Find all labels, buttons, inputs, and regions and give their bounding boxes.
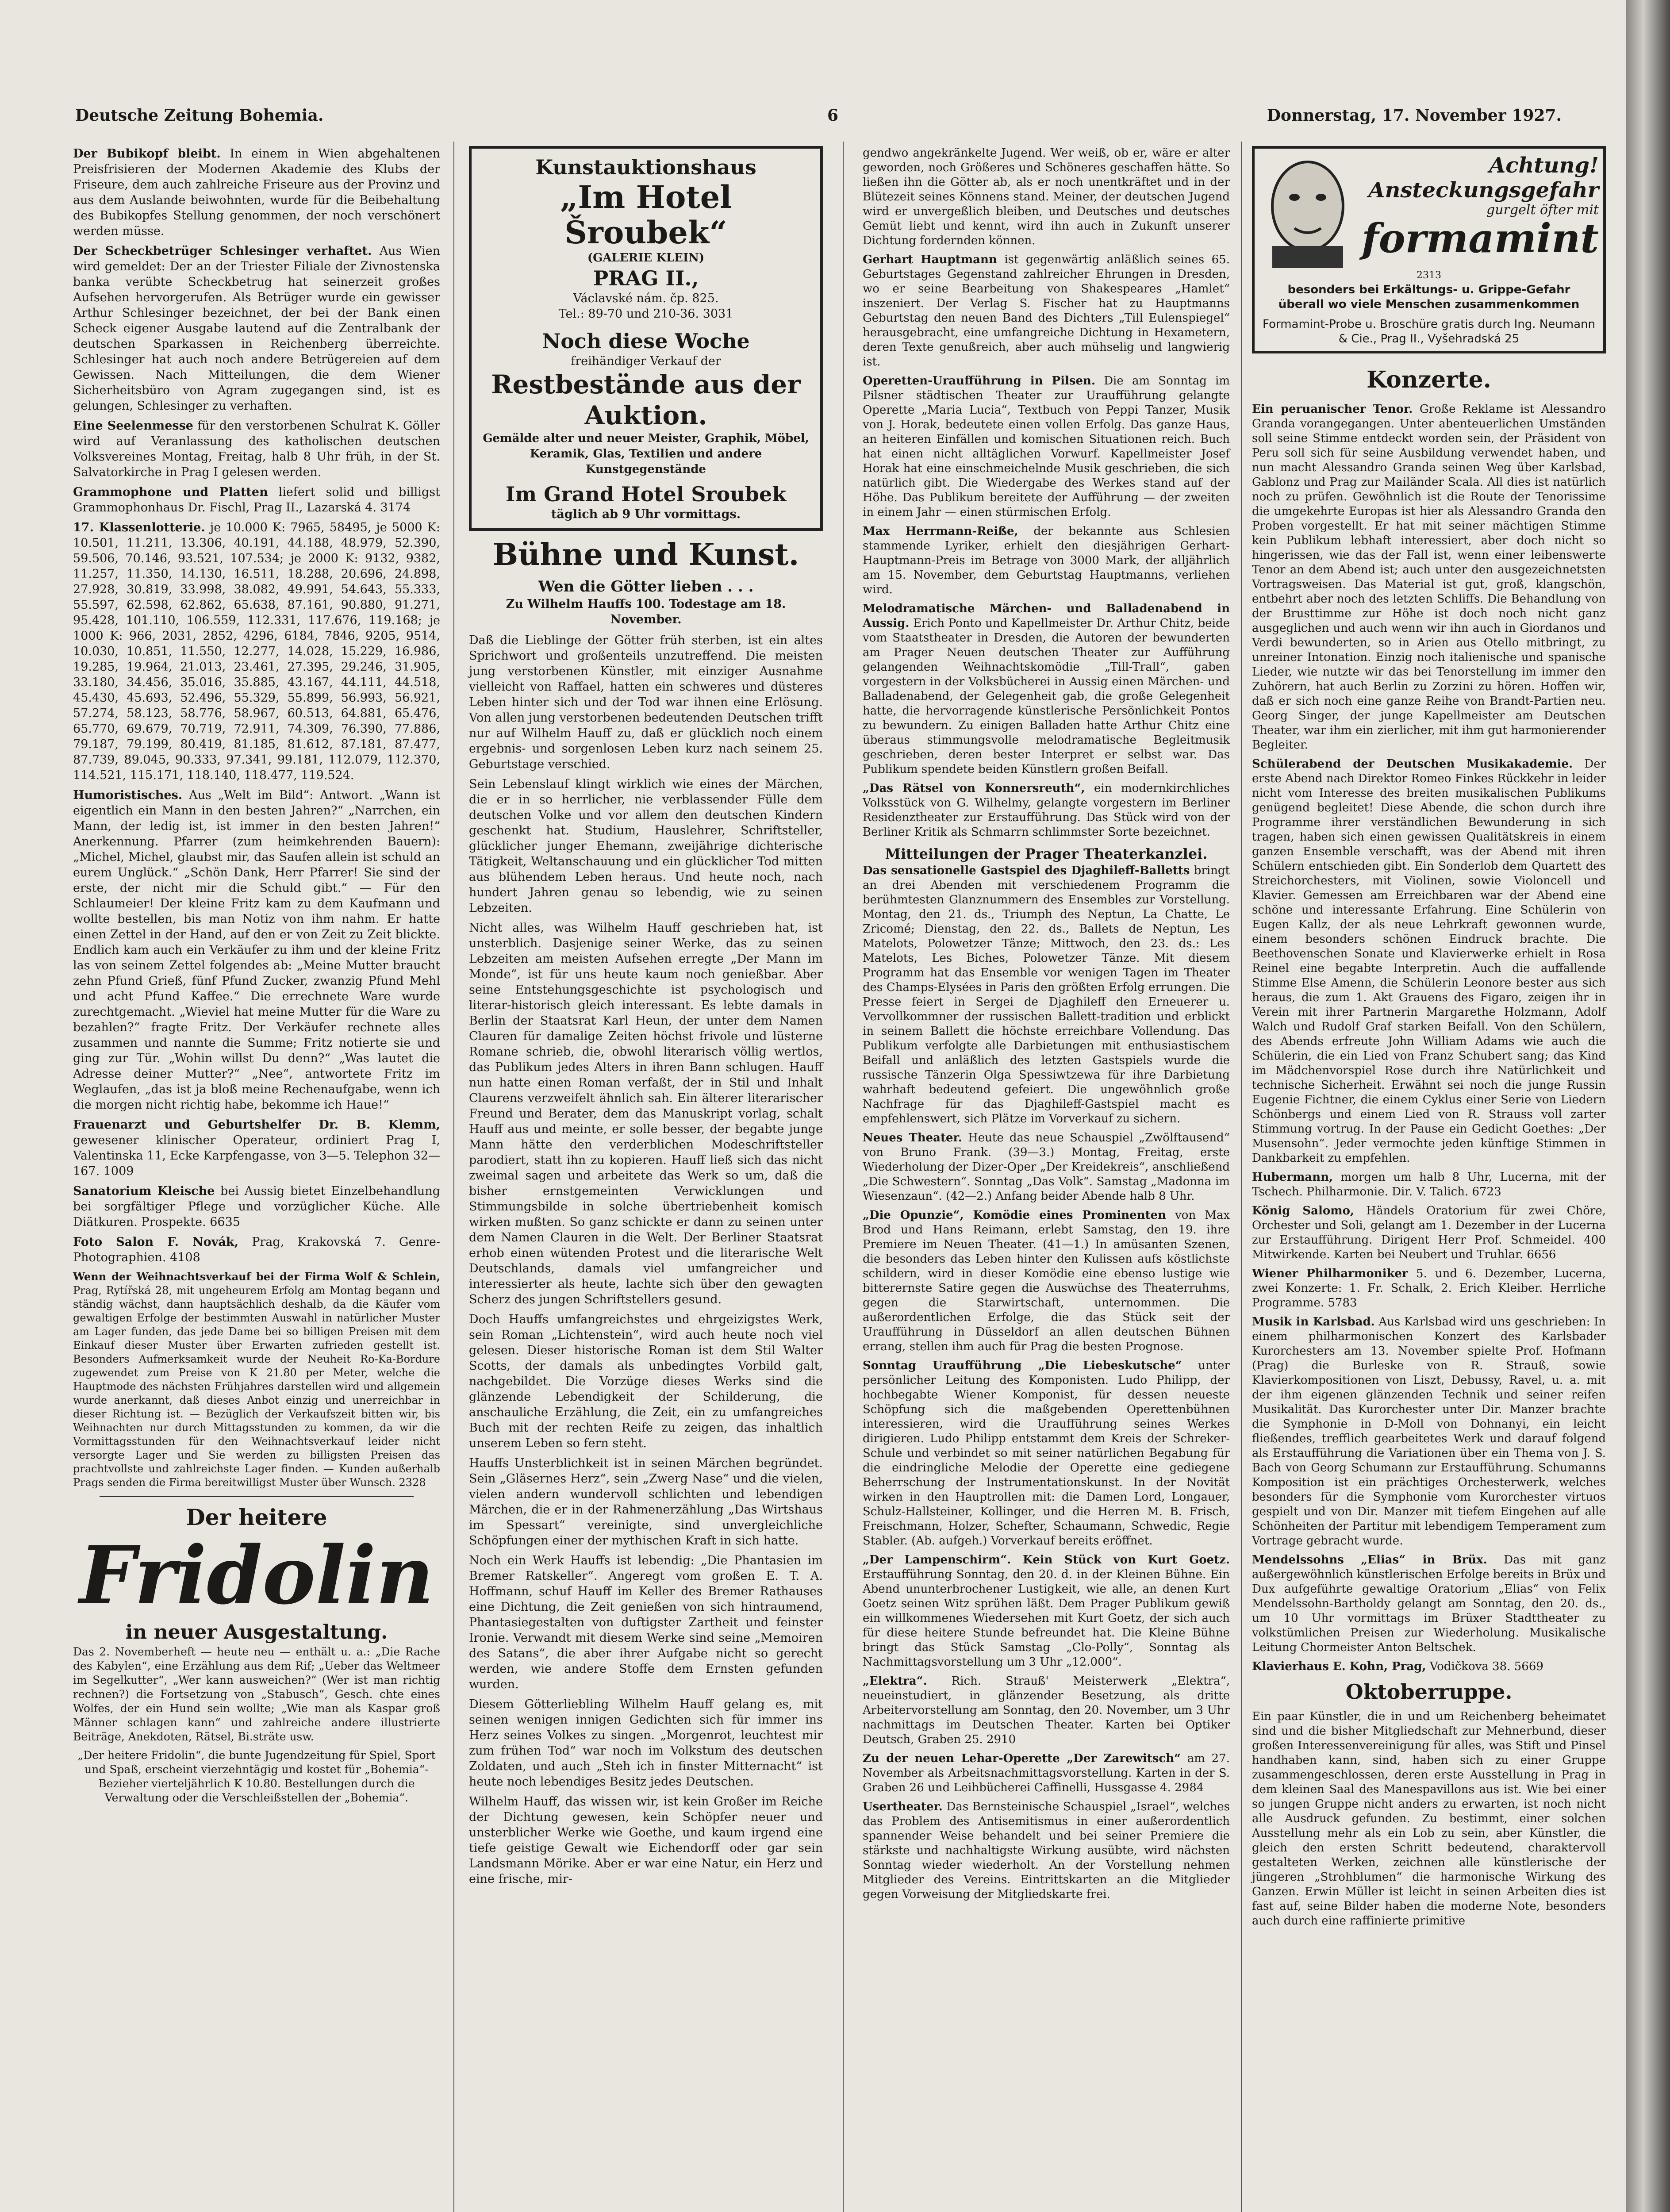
- article: „Der Lampenschirm“. Kein Stück von Kurt Goetz. Erstaufführung Sonntag, den 20. d. in der Kleinen Bühne. Ein Abend ununterbrochener Lustigkeit, wie alle, an denen Kurt Goetz seinen Witz sprühen läßt. Dem Prager Publikum gewiß ein willkommenes Wiedersehen mit Kurt Goetz, der sich auch für diese heitere Stunde befreundet hat. Die Kleine Bühne bringt das Stück Samstag „Clo-Polly“, Sonntag als Nachmittagsvorstellung um 3 Uhr „12.000“.: [863, 1553, 1230, 1669]
- divider: [100, 1496, 414, 1497]
- article: Max Herrmann-Reiße, der bekannte aus Schlesien stammende Lyriker, erhielt den diesjährigen Gerhart-Hauptmann-Preis im Betrage von 3000 Mark, der alljährlich am 15. November, dem Geburtstag Hauptmanns, verliehen wird.: [863, 525, 1230, 596]
- column-1: [73, 146, 440, 1809]
- article-paragraph: Noch ein Werk Hauffs ist lebendig: „Die Phantasien im Bremer Ratskeller“. Angeregt vom großen E. T. A. Hoffmann, schuf Hauff im Keller des Bremer Rathauses eine Dichtung, die Zeit genießen von sich hintraumend, Phantasiegestalten von duftigster Zartheit und feinster Ironie. Verwandt mit diesem Werke sind seine „Memoiren des Satans“, die aber ihrer Aufgabe nicht so gerecht werden, wie andere Stoffe dem Ernsten gefunden wurden.: [469, 1554, 823, 1691]
- article: Gerhart Hauptmann ist gegenwärtig anläßlich seines 65. Geburtstages Gegenstand zahlreicher Ehrungen in Dresden, wo er seine Bearbeitung von Shakespeares „Hamlet“ inszeniert. Der Verlag S. Fischer hat zu Hauptmanns Geburtstag den neuen Band des Dichters „Till Eulenspiegel“ herausgebracht, eine umfangreiche Dichtung in Hexametern, deren Texte genußreich, aber auch mühselig und langwierig ist.: [863, 253, 1230, 369]
- article: Zu der neuen Lehar-Operette „Der Zarewitsch“ am 27. November als Arbeitsnachmittagsvorstellung. Karten in der S. Graben 26 und Leihbücherei Caffinelli, Hussgasse 4. 2984: [863, 1752, 1230, 1794]
- column-3: [863, 146, 1230, 1906]
- page-header: [75, 106, 1562, 133]
- article: Eine Seelenmesse für den verstorbenen Schulrat K. Göller wird auf Veranlassung des katholischen deutschen Volksvereines Montag, Freitag, halb 8 Uhr früh, in der St. Salvatorkirche in Prag I gelesen werden.: [73, 419, 440, 479]
- article: Sonntag Uraufführung „Die Liebeskutsche“ unter persönlicher Leitung des Komponisten. Ludo Philipp, der hochbegabte Wiener Komponist, für dessen neueste Schöpfung sich die maßgebenden Operettenbühnen interessieren, wird die Uraufführung seines Werkes dirigieren. Ludo Philipp entstammt dem Kreis der Schreker-Schule und verbindet so mit seiner natürlichen Begabung für die eindringliche Melodie der Operette eine gediegene Beherrschung der Instrumentationskunst. In der Novität wirken in den Hauptrollen mit: die Damen Lord, Longauer, Schulz-Hallsteiner, Kollinger, und die Herren M. B. Frisch, Freischmann, Holzer, Schefter, Schaumann, Schwedic, Regie Stabler. (Ab. aufgeh.) Vorverkauf bereits eröffnet.: [863, 1359, 1230, 1548]
- article: Klavierhaus E. Kohn, Prag, Vodičkova 38. 5669: [1252, 1660, 1543, 1673]
- header-date: Donnerstag, 17. November 1927.: [1267, 106, 1562, 125]
- article-paragraph: Hauffs Unsterblichkeit ist in seinen Märchen begründet. Sein „Gläsernes Herz“, sein „Zwerg Nase“ und die vielen, vielen andern wundervoll schlichten und lebendigen Märchen, die er in der Rahmenerzählung „Das Wirtshaus im Spessart“ vereinigte, sind unvergleichliche Schöpfungen einer der mythischen Kraft in sich hatte.: [469, 1456, 823, 1548]
- article: König Salomo, Händels Oratorium für zwei Chöre, Orchester und Soli, gelangt am 1. Dezember in der Lucerna zur Erstaufführung. Dirigent Herr Prof. Schmeidel. 400 Mitwirkende. Karten bei Neubert und Truhlar. 6656: [1252, 1204, 1606, 1261]
- article: Der Scheckbetrüger Schlesinger verhaftet. Aus Wien wird gemeldet: Der an der Triester Filiale der Zivnostenska banka verübte Scheckbetrug hat seinerzeit großes Aufsehen hervorgerufen. Als Betrüger wurde ein gewisser Arthur Schlesinger bezeichnet, der bei der Bank einen Scheck eigener Ausgabe lautend auf die Zentralbank der deutschen Sparkassen in Reichenberg überreichte. Schlesinger hat auch noch andere Betrügereien auf dem Gewissen. Nach Mitteilungen, die dem Wiener Sicherheitsbüro von Agram zugegangen sind, ist es gelungen, Schlesinger zu verhaften.: [73, 244, 440, 413]
- formamint-logo: formamint: [1361, 215, 1599, 262]
- article-paragraph: gendwo angekränkelte Jugend. Wer weiß, ob er, wäre er alter geworden, noch Größeres und Schöneres geschaffen hätte. So ließen ihn die Götter ab, als er noch unentkräftet und in der Blütezeit seines Könnens stand. Meiner, der deutschen Jugend wird er unvergeßlich bleiben, und Deutsches und deutsches Gemüt liebt und kennt, wird ihn auch in Zukunft unserer Dichtung fordernden können.: [863, 146, 1230, 247]
- ad-line: Gemälde alter und neuer Meister, Graphik, Möbel, Keramik, Glas, Textilien und andere Kunstgegenstände: [483, 432, 809, 476]
- ad-line: Tel.: 89-70 und 210-36. 3031: [558, 307, 733, 321]
- column-4: [1252, 146, 1606, 1933]
- ad-line: besonders bei Erkältungs- u. Grippe-Gefahr: [1287, 283, 1570, 296]
- article-subtitle: Zu Wilhelm Hauffs 100. Todestage am 18. November.: [506, 597, 786, 626]
- article: Grammophone und Platten liefert solid und billigst Grammophonhaus Dr. Fischl, Prag II., Lazarská 4. 3174: [73, 485, 440, 515]
- classified-ad: Wenn der Weihnachtsverkauf bei der Firma Wolf & Schlein, Prag, Rytířská 28, mit ungeheurem Erfolg am Montag begann und ständig wächst, dann hauptsächlich deshalb, da die Käufer vom gewaltigen Erfolge der bestimmten Auswahl in natürlicher Muster am Lager funden, das jede Dame bei so billigen Preisen mit dem Einkauf dieser Muster über Erwarten zufrieden gestellt ist. Besonders Aufmerksamkeit wurde der Neuheit Ro-Ka-Bordure zugewendet zum Preise von K 21.80 per Meter, welche die Hauptmode des nächsten Frühjahres darstellen wird und allgemein wurde anerkannt, daß dieses Anbot einzig und unerreichbar in dieser Richtung ist. — Bezüglich der Verkaufszeit bitten wir, bis Weihnachten nur durch Mittagsstunden zu kommen, da wir die Vormittagsstunden für den Weihnachtsverkauf leider nicht versorgte Lager und Sie werden zu billigsten Preisen das prachtvollste und zahlreichste Lager finden. — Kunden außerhalb Prags senden die Firma bereitwilligst Muster über Wunsch. 2328: [73, 1270, 440, 1489]
- ad-line: Formamint-Probe u. Broschüre gratis durch Ing. Neumann & Cie., Prag II., Vyšehradská 25: [1263, 318, 1595, 346]
- article: Musik in Karlsbad. Aus Karlsbad wird uns geschrieben: In einem philharmonischen Konzert des Karlsbader Kurorchesters am 13. November spielte Prof. Hofmann (Prag) die Burleske von R. Strauß, sowie Klavierkompositionen von Liszt, Debussy, Ravel, u. a. mit der ihm eigenen glänzenden Technik und seiner reifen Musikalität. Das Kurorchester unter Dir. Manzer brachte die Symphonie in D-Moll von Dohnanyi, ein leicht fließendes, trefflich gearbeitetes Werk und darauf folgend als Erstaufführung die Variationen über ein Thema von J. S. Bach von Georg Schumann zur Erstaufführung. Schumanns Komposition ist ein prächtiges Orchesterwerk, welches besonders für die Symphonie vom Kurorchester virtuos gespielt und von Dir. Manzer mit tiefem Eingehen auf alle Schönheiten der Partitur mit lebendigem Temperament zum Vortrage gebracht wurde.: [1252, 1315, 1606, 1548]
- ad-line: (GALERIE KLEIN): [587, 251, 705, 265]
- article: „Elektra“. Rich. Strauß' Meisterwerk „Elektra“, neueinstudiert, in glänzender Besetzung, als dritte Arbeitervorstellung am Sonntag, den 20. November, um 3 Uhr nachmittags im Deutschen Theater. Karten bei Optiker Deutsch, Graben 25. 2910: [863, 1674, 1230, 1746]
- article: Mendelssohns „Elias“ in Brüx. Das mit ganz außergewöhnlich künstlerischen Erfolge bereits in Brüx und Dux aufgeführte gewaltige Oratorium „Elias“ von Felix Mendelssohn-Bartholdy gelangt am Sonntag, den 20. ds., um 10 Uhr vormittags im Brüxer Stadttheater zu volkstümlichen Preisen zur Wiederholung. Musikalische Leitung Chormeister Anton Beltschek.: [1252, 1553, 1606, 1654]
- ad-code: 2313: [1417, 270, 1441, 281]
- section-heading: Mitteilungen der Prager Theaterkanzlei.: [885, 845, 1208, 862]
- ad-line: Restbestände aus der Auktion.: [491, 369, 801, 430]
- section-heading: Konzerte.: [1367, 366, 1491, 393]
- ad-line: überall wo viele Menschen zusammenkommen: [1278, 298, 1580, 311]
- article: Der Bubikopf bleibt. In einem in Wien abgehaltenen Preisfrisieren der Modernen Akademie des Klubs der Friseure, dem auch zahlreiche Friseure aus der Provinz und aus dem Auslande beiwohnten, wurde für die Beibehaltung des Bubikopfes Stellung genommen, der noch verschönert werden müsse.: [73, 147, 440, 238]
- header-page-number: 6: [827, 106, 839, 125]
- ad-text: „Der heitere Fridolin“, die bunte Jugendzeitung für Spiel, Sport und Spaß, erscheint vierzehntägig und kostet für „Bohemia“-Bezieher vierteljährlich K 10.80. Bestellungen durch die Verwaltung oder die Verschleißstellen der „Bohemia“.: [77, 1749, 436, 1804]
- face-illustration-icon: [1259, 153, 1356, 268]
- section-heading: Oktoberruppe.: [1345, 1680, 1513, 1704]
- ad-line: „Im Hotel Šroubek“: [560, 179, 732, 251]
- fridolin-logo: Fridolin: [79, 1529, 434, 1622]
- article: Humoristisches. Aus „Welt im Bild“: Antwort. „Wann ist eigentlich ein Mann in den besten Jahren?“ „Narrchen, ein Mann, der ledig ist, ist immer in den besten Jahren!“ Anerkennung. Pfarrer (zum heimkehrenden Bauern): „Michel, Michel, glaubst mir, das Saufen allein ist schuld an eurem Unglück.“ „Schön Dank, Herr Pfarrer! Sie sind der erste, der nicht mir die Schuld gibt.“ — Für den Schlaumeier! Der kleine Fritz kam zu dem Kaufmann und wollte bestellen, bis man Notiz von ihm nahm. Er hatte einen Zettel in der Hand, auf den er von Zeit zu Zeit blickte. Endlich kam auch ein Verkäufer zu ihm und der kleine Fritz las von seinem Zettel folgendes ab: „Meine Mutter braucht zehn Pfund Grieß, fünf Pfund Zucker, zwanzig Pfund Mehl und acht Pfund Kaffee.“ Die errechnete Ware wurde zurechtgemacht. „Wieviel hat meine Mutter für die Ware zu bezahlen?“ fragte Fritz. Der Verkäufer rechnete alles zusammen und nannte die Summe; Fritz notierte sie und ging zur Tür. „Wohin willst Du denn?“ „Was lautet die Adresse deiner Mutter?“ „Nee“, antwortete Fritz im Weglaufen, „das ist ja bloß meine Rechenaufgabe, wenn ich die morgen nicht richtig habe, bekomme ich Haue!“: [73, 788, 440, 1112]
- classified-ad: Frauenarzt und Geburtshelfer Dr. B. Klemm, gewesener klinischer Operateur, ordiniert Prag I, Valentinska 11, Ecke Karpfengasse, von 3—5. Telephon 32—167. 1009: [73, 1118, 440, 1178]
- article-title: Wen die Götter lieben . . .: [538, 578, 754, 595]
- ad-title: Der heitere: [186, 1504, 327, 1530]
- article: Schülerabend der Deutschen Musikakademie. Der erste Abend nach Direktor Romeo Finkes Rückkehr in leider nicht vom Interesse des breiten musikalischen Publikums genügend begleitet! Diese Abende, die schon durch ihre Programme ihrer verständlichen Bewunderung in sich tragen, haben sich einen gewissen Qualitätskreis in einem ganzen Ensemble verschafft, was der Abend mit ihren Schülern entschieden gibt. Ein Sonderlob dem Quartett des Streichorchesters, mit Violinen, sowie Violoncell und Klavier. Gemessen am Erreichbaren war der Abend eine schöne und interessante Erfahrung. Eine Schülerin von Eugen Kallz, der als neue Lehrkraft gewonnen wurde, einem besonders schönen Eindruck brachte. Die Beethovenschen Sonate und Klavierwerke erhielt in Rosa Reinel eine begabte Interpretin. Auch die auffallende Stimme Else Amenn, die Schülerin Leonore bester aus sich heraus, die zum 1. Akt Grauens des Figaro, zeigen ihr in Verein mit ihrer Partnerin Margarethe Holzmann, Adolf Walch und Rudolf Graf starken Beifall. Von den Schülern, des Abends erfreute John William Adams wie auch die Schülerin, die ein Lied von Franz Schubert sang; das Kind im Mädchenvorspiel Rose durch ihre Natürlichkeit und technische Sicherheit. Erwähnt sei noch die junge Russin Eugenie Fichtner, die einem Cyklus einer Serie von Liedern Schönbergs und einem Lied von R. Strauss voll zarter Stimmung vortrug. In der Pause ein Gedicht Goethes: „Der Musensohn“. Jeder vermochte jeden künftige Stimmen in Dankbarkeit zu empfehlen.: [1252, 757, 1606, 1165]
- article: „Die Opunzie“, Komödie eines Prominenten von Max Brod und Hans Reimann, erlebt Samstag, den 19. ihre Premiere im Neuen Theater. (41—1.) In amüsanten Szenen, die besonders das Leben hinter den Kulissen aufs köstlichste schildern, wird in dieser Komödie eine ebenso lustige wie bitterernste Satire gegen die Auswüchse des Theaterruhms, gegen die Starwirtschaft, unternommen. Die außerordentlichen Erfolge, die das Stück seit der Uraufführung in Düsseldorf an allen deutschen Bühnen errang, stellen ihm auch für Prag die besten Prognose.: [863, 1209, 1230, 1353]
- ad-line: Kunstauktionshaus: [535, 155, 756, 179]
- article: Melodramatische Märchen- und Balladenabend in Aussig. Erich Ponto und Kapellmeister Dr. Arthur Chitz, beide vom Staatstheater in Dresden, die Autoren der bewunderten am Prager Neuen deutschen Theater zur Aufführung gelangenden Weihnachtskomödie „Till-Trall“, gaben vorgestern in der Volksbücherei in Aussig einen Märchen- und Balladenabend, der Gelegenheit gab, die große Gelegenheit hatte, die hervorragende künstlerische Persönlichkeit Pontos zu bewundern. Zu einigen Balladen hatte Arthur Chitz eine überaus stimmungsvolle melodramatische Begleitmusik geschrieben, deren bester Interpret er selbst war. Das Publikum spendete beiden Künstlern großen Beifall.: [863, 602, 1230, 776]
- header-paper-name: Deutsche Zeitung Bohemia.: [75, 106, 324, 125]
- section-heading: Bühne und Kunst.: [492, 537, 799, 572]
- ad-line: Noch diese Woche: [542, 329, 750, 353]
- article: Neues Theater. Heute das neue Schauspiel „Zwölftausend“ von Bruno Frank. (39—3.) Montag, Freitag, erste Wiederholung der Dizer-Oper „Der Kreidekreis“, anschließend „Die Schwestern“. Sonntag „Das Volk“. Samstag „Madonna im Wiesenzaun“. (42—2.) Anfang beider Abende halb 8 Uhr.: [863, 1131, 1230, 1203]
- ad-line: PRAG II.,: [593, 266, 699, 290]
- column-2: [469, 146, 823, 1891]
- article: Das sensationelle Gastspiel des Djaghileff-Balletts bringt an drei Abenden mit verschiedenem Programm die berühmtesten Glanznummern des Ensembles zur Vorstellung. Montag, den 21. ds., Triumph des Neptun, La Chatte, Le Zricomé; Dienstag, den 22. ds., Ballets de Neptun, Les Matelots, Polowetzer Tänze; Mittwoch, den 23. ds.: Les Matelots, Les Biches, Polowetzer Tänze. Mit diesem Programm hat das Ensemble vor wenigen Tagen im Theater des Champs-Elysées in Paris den größten Erfolg errungen. Die Presse feiert in Sergei de Djaghileff den Erneuerer u. Vervollkommner der russischen Ballett-tradition und erblickt in seinem Ballett die höchste erreichbare Vollendung. Das Publikum verfolgte alle Darbietungen mit enthusiastischem Beifall und anläßlich des letzten Gastspiels wurde die russische Tänzerin Olga Spessiwtzewa für ihre Darbietung wahrhaft bedeutend gefeiert. Die ungewöhnlich große Nachfrage für das Djaghileff-Gastspiel macht es empfehlenswert, sich Plätze im Vorverkauf zu sichern.: [863, 864, 1230, 1125]
- classified-ad: Sanatorium Kleische bei Aussig bietet Einzelbehandlung bei sorgfältiger Pflege und vorzüglicher Küche. Alle Diätkuren. Prospekte. 6635: [73, 1184, 440, 1229]
- column-rule: [1241, 142, 1242, 2212]
- article-paragraph: Ein paar Künstler, die in und um Reichenberg beheimatet sind und die bisher Mitgliedschaft zur Mehnerbund, dieser großen Interessenvereinigung für alles, was Stift und Pinsel handhaben kann, sind, haben sich zu einer Gruppe zusammengeschlossen, deren erste Ausstellung in Prag in dem kleinen Saal des Manespavillons aus ist. Wie bei einer so jungen Gruppe nicht anders zu erwarten, ist noch nicht alle Ausdruck gefunden. Zu bestimmt, einer solchen Ausstellung mehr als ein Lob zu sein, aber Künstler, die gleich den ersten Schritt bedeutend, charaktervoll gestalteten Werken, zeichnen alle künstlerische der jüngeren „Strohblumen“ die harmonische Wirkung des Ganzen. Erwin Müller ist leicht in seinen Arbeiten dies ist fast auf, seine Bilder haben die moderne Note, besonders auch durch eine raffinierte primitive: [1252, 1710, 1606, 1928]
- fridolin-ad: [73, 1503, 440, 1805]
- formamint-ad: [1252, 146, 1606, 353]
- article-paragraph: Doch Hauffs umfangreichstes und ehrgeizigstes Werk, sein Roman „Lichtenstein“, wird auch heute noch viel gelesen. Dieser historische Roman ist dem Stil Walter Scotts, der damals als unbedingtes Vorbild galt, nachgebildet. Die Vorzüge dieses Werks sind die glänzende Lebendigkeit der Schilderung, die anschauliche Erzählung, die Zeit, ein zu umfangreiches Buch mit der rechten Reife zu zeigen, das inhaltlich unserem Leben so fern steht.: [469, 1313, 823, 1450]
- ad-line: Im Grand Hotel Sroubek: [505, 482, 787, 506]
- ad-line: Václavské nám. čp. 825.: [573, 292, 719, 305]
- article-paragraph: Daß die Lieblinge der Götter früh sterben, ist ein altes Sprichwort und großenteils unzutreffend. Die meisten jung verstorbenen Künstler, mit einziger Ausnahme vielleicht von Raffael, hatten ein schweres und düsteres Leben hinter sich und der Tod war ihnen eine Erlösung. Von allen jung verstorbenen bedeutenden Deutschen trifft nur auf Wilhelm Hauff zu, daß er glücklich noch einem ergebnis- und sorgenlosen Leben kurz nach seinem 25. Geburtstage verschied.: [469, 634, 823, 771]
- column-rule: [843, 142, 844, 2212]
- article-paragraph: Sein Lebenslauf klingt wirklich wie eines der Märchen, die er in so herrlicher, nie verblassender Fülle dem deutschen Volke und vor allem den deutschen Kindern geschenkt hat. Studium, Hauslehrer, Schriftsteller, glücklicher junger Ehemann, zweijährige dichterische Tätigkeit, Weltanschauung und ein glücklicher Tod mitten aus blühendem Leben heraus. Und heute noch, nach hundert Jahren genau so lebendig, wie zu seinen Lebzeiten.: [469, 777, 823, 915]
- binding-edge: [1626, 0, 1670, 2212]
- article: Wiener Philharmoniker 5. und 6. Dezember, Lucerna, zwei Konzerte: 1. Fr. Schalk, 2. Erich Kleiber. Herrliche Programme. 5783: [1252, 1267, 1606, 1310]
- ad-line: täglich ab 9 Uhr vormittags.: [551, 507, 741, 521]
- ad-headline: Achtung! Ansteckungsgefahr: [1368, 153, 1599, 203]
- column-rule: [453, 142, 454, 2212]
- article: „Das Rätsel von Konnersreuth“, ein modernkirchliches Volksstück von G. Wilhelmy, gelangte vorgestern im Berliner Residenztheater zur Erstaufführung. Das Stück wird von der Berliner Kritik als Schmarrn schlimmster Sorte bezeichnet.: [863, 782, 1230, 839]
- article: Ein peruanischer Tenor. Große Reklame ist Alessandro Granda vorangegangen. Unter abenteuerlichen Umständen soll seine Stimme entdeckt worden sein, der Präsident von Peru soll sich für seine Ausbildung verwendet haben, und nun macht Alessandro Granda seinen Weg über Karlsbad, Gablonz und Prag zur Mailänder Scala. All dies ist natürlich noch zu prüfen. Gewöhnlich ist die Route der Tenorissime die umgekehrte Europas ist hier als Alessandro Granda den Proben vorgestellt. Er hat mit seiner mächtigen Stimme kein Publikum lebhaft interessiert, aber doch nicht so hingerissen, wie das der Fall ist, wenn einer leibenswerte Tenor an dem Abend ist; auch unter den ausgezeichnetsten Vortragsweisen. Das Material ist gut, groß, klangschön, entbehrt aber noch des letzten Schliffs. Die Behandlung von der Brusttimme zur Höhe ist doch noch nicht ganz ausgeglichen und auch wenn wir ihn auch in Giordanos und Verdi bewunderten, so in Arien aus Otello mitbringt, zu unreiner Intonation. Einzig noch italienische und spanische Lieder, wie nutzte wir das bei Tenorstellung im immer den Zuhörern, hat auch Berlin zu Zorzini zu hören. Hoffen wir, daß er sich noch eine ganze Reihe von Brandt-Partien neu. Georg Singer, der junge Kapellmeister am Deutschen Theater, war ihm ein zierlicher, mit ihm gut harmonierender Begleiter.: [1252, 403, 1606, 752]
- ad-subline: gurgelt öfter mit: [1486, 202, 1599, 218]
- classified-ad: Foto Salon F. Novák, Prag, Krakovská 7. Genre-Photographien. 4108: [73, 1235, 440, 1264]
- article: Usertheater. Das Bernsteinische Schauspiel „Israel“, welches das Problem des Antisemitismus in einer außerordentlich spannender Weise behandelt und bei seiner Premiere die stärkste und nachhaltigste Wirkung ausübte, wird nächsten Sonntag wieder wiederholt. An der Vorstellung nehmen Mitglieder des Vereins. Eintrittskarten an die Mitglieder gegen Vorweisung der Mitgliedskarte frei.: [863, 1800, 1230, 1901]
- lottery-list: 17. Klassenlotterie. je 10.000 K: 7965, 58495, je 5000 K: 10.501, 11.211, 13.306, 40.191, 44.188, 48.979, 52.390, 59.506, 70.146, 93.521, 107.534; je 2000 K: 9132, 9382, 11.257, 11.350, 14.130, 16.511, 18.288, 20.696, 24.898, 27.928, 30.819, 33.998, 38.082, 49.991, 54.643, 55.333, 55.597, 62.598, 62.862, 65.638, 87.161, 90.880, 91.271, 95.428, 101.110, 106.559, 112.331, 117.676, 119.168; je 1000 K: 966, 2031, 2852, 4296, 6184, 7846, 9205, 9514, 10.030, 10.851, 11.550, 12.277, 14.028, 15.229, 16.986, 19.285, 19.964, 21.013, 23.461, 27.395, 29.246, 31.905, 33.180, 34.456, 35.016, 35.885, 43.167, 44.111, 44.518, 45.430, 45.693, 52.496, 55.329, 55.899, 56.993, 56.921, 57.274, 58.123, 58.776, 58.967, 60.513, 64.881, 65.476, 65.770, 69.679, 70.719, 72.911, 74.309, 76.390, 77.886, 79.187, 79.199, 80.419, 81.185, 81.612, 87.181, 87.477, 87.739, 89.045, 90.333, 97.341, 99.181, 112.079, 112.370, 114.521, 115.171, 118.140, 118.477, 119.524.: [73, 521, 440, 782]
- article: Operetten-Uraufführung in Pilsen. Die am Sonntag im Pilsner städtischen Theater zur Uraufführung gelangte Operette „Maria Lucia“, Textbuch von Peppi Tanzer, Musik von J. Horak, bedeutete einen vollen Erfolg. Das ganze Haus, an heiteren Einfällen und komischen Situationen reich. Buch hat einen nicht alltäglichen Vorwurf. Kapellmeister Josef Horak hat eine einschmeichelnde Musik geschrieben, die sich natürlich gibt. Die Wiedergabe des Werkes stand auf der Höhe. Das Publikum bereitete der Aufführung — der zweiten in einem Jahr — einen stürmischen Erfolg.: [863, 374, 1230, 519]
- article-paragraph: Nicht alles, was Wilhelm Hauff geschrieben hat, ist unsterblich. Dasjenige seiner Werke, das zu seinen Lebzeiten am meisten Aufsehen erregte „Der Mann im Monde“, ist für uns heute kaum noch genießbar. Aber seine Entstehungsgeschichte ist psychologisch und literar-historisch gleich interessant. Es lebte damals in Berlin der Staatsrat Karl Heun, der unter dem Namen Clauren für damalige Zeiten höchst frivole und lüsterne Romane schrieb, die, obwohl literarisch völlig wertlos, das Publikum jedes Alters in ihren Bann schlugen. Hauff nun hatte einen Roman verfaßt, der in Stil und Inhalt Claurens verzweifelt ähnlich sah. Ein älterer literarischer Freund und Berater, dem das Manuskript vorlag, schalt Hauff aus und meinte, er solle besser, der begabte junge Mann hätte den verderblichen Modeschriftsteller parodiert, statt ihn zu kopieren. Hauff ließ sich das nicht zweimal sagen und arbeitete das Werk so um, daß die bisher ernstgemeinten Verwicklungen und Stimmungsbilde in solche übertriebenheit komisch wirken mußten. So ganz schickte er dann zu seinen unter dem Namen Clauren in die Welt. Der Berliner Staatsrat erhob einen wütenden Protest und die literarische Welt Deutschlands, damals viel umfangreicher und interessierter als heute, lachte sich über den gewagten Scherz des jungen Schriftstellers gesund.: [469, 921, 823, 1306]
- article: Hubermann, morgen um halb 8 Uhr, Lucerna, mit der Tschech. Philharmonie. Dir. V. Talich. 6723: [1252, 1171, 1606, 1198]
- article-paragraph: Diesem Götterliebling Wilhelm Hauff gelang es, mit seinen wenigen innigen Gedichten sich für immer ins Herz seines Volkes zu singen. „Morgenrot, leuchtest mir zum frühen Tod“ war noch im Volkstum des deutschen Zoldaten, und auch „Steh ich in finster Mitternacht“ ist heute noch lebendiges Besitz jedes Deutschen.: [469, 1697, 823, 1789]
- ad-subtitle: in neuer Ausgestaltung.: [125, 1621, 388, 1644]
- auction-ad: [469, 146, 823, 531]
- article-paragraph: Wilhelm Hauff, das wissen wir, ist kein Großer im Reiche der Dichtung gewesen, kein Schöpfer neuer und unsterblicher Werke wie Goethe, und kaum irgend eine tiefe geistige Gewalt wie Eichendorff oder gar sein Landsmann Mörike. Aber er war eine Natur, ein Herz und eine frische, mir-: [469, 1795, 823, 1886]
- ad-line: freihändiger Verkauf der: [571, 354, 721, 368]
- ad-text: Das 2. Novemberheft — heute neu — enthält u. a.: „Die Rache des Kabylen“, eine Erzählung aus dem Rif; „Ueber das Weltmeer im Segelkutter“, „Wer kann ausweichen?“ (Wer ist man richtig rechnen?) die Fortsetzung von „Stabusch“, Gesch. chte eines Wolfes, der ein Hund sein wollte; „Wie man als Kaspar groß Männer schlagen kann“ und zahlreiche andere illustrierte Beiträge, Anekdoten, Rätsel, Bi.sträte usw.: [73, 1645, 440, 1743]
